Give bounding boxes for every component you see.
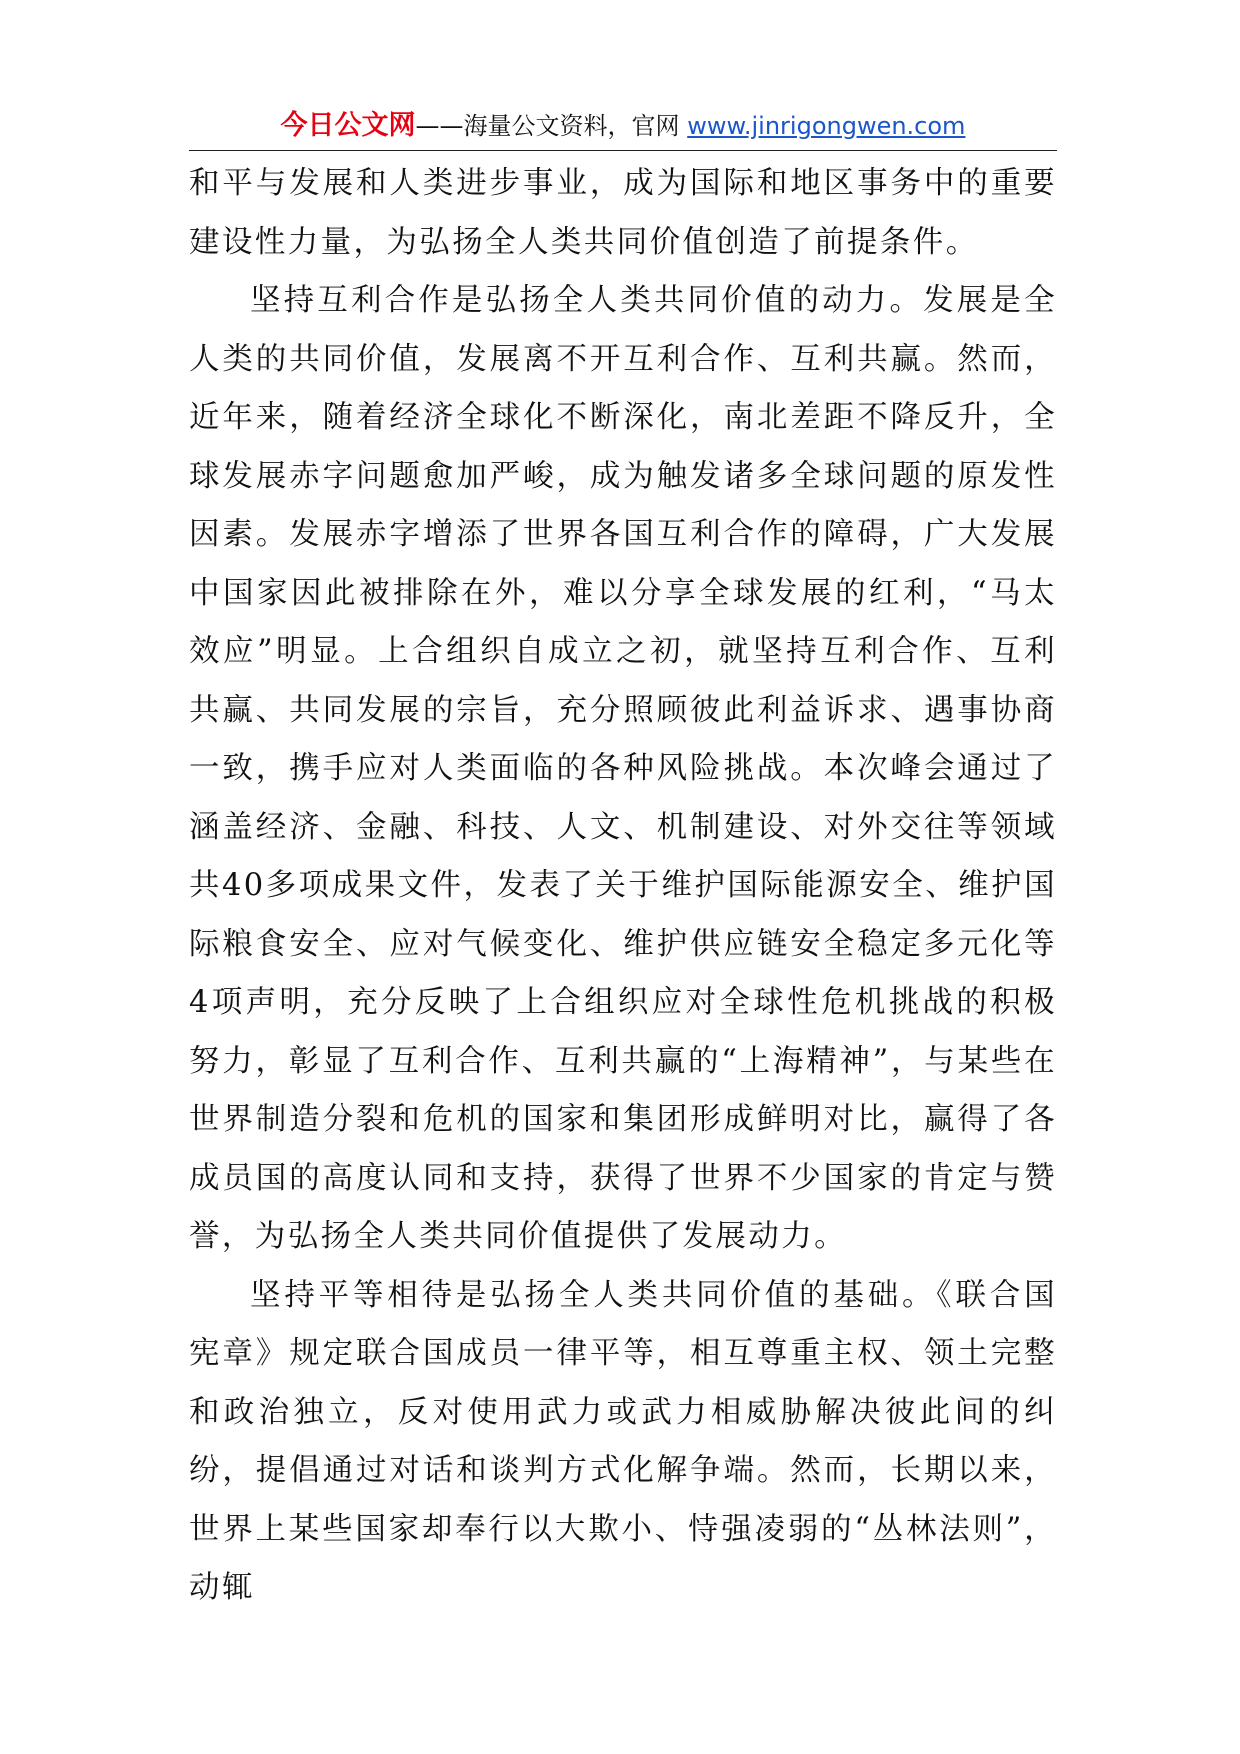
paragraph-continued: 和平与发展和人类进步事业，成为国际和地区事务中的重要建设性力量，为弘扬全人类共同价值创造了前提条件。	[189, 166, 1057, 260]
site-url-link[interactable]: www.jinrigongwen.com	[687, 112, 966, 140]
paragraph-mutual-cooperation: 坚持互利合作是弘扬全人类共同价值的动力。发展是全人类的共同价值，发展离不开互利合作、互利共赢。然而，近年来，随着经济全球化不断深化，南北差距不降反升，全球发展赤字问题愈加严峻，成为触发诸多全球问题的原发性因素。发展赤字增添了世界各国互利合作的障碍，广大发展中国家因此被排除在外，难以分享全球发展的红利，“马太效应”明显。上合组织自成立之初，就坚持互利合作、互利共赢、共同发展的宗旨，充分照顾彼此利益诉求、遇事协商一致，携手应对人类面临的各种风险挑战。本次峰会通过了涵盖经济、金融、科技、人文、机制建设、对外交往等领域共40多项成果文件，发表了关于维护国际能源安全、维护国际粮食安全、应对气候变化、维护供应链安全稳定多元化等4项声明，充分反映了上合组织应对全球性危机挑战的积极努力，彰显了互利合作、互利共赢的“上海精神”，与某些在世界制造分裂和危机的国家和集团形成鲜明对比，赢得了各成员国的高度认同和支持，获得了世界不少国家的肯定与赞誉，为弘扬全人类共同价值提供了发展动力。	[189, 283, 1057, 1254]
page-header	[189, 104, 1057, 148]
document-body	[189, 155, 1057, 1618]
site-brand[interactable]: 今日公文网	[280, 110, 416, 141]
paragraph-equal-treatment: 坚持平等相待是弘扬全人类共同价值的基础。《联合国宪章》规定联合国成员一律平等，相互尊重主权、领土完整和政治独立，反对使用武力或武力相威胁解决彼此间的纠纷，提倡通过对话和谈判方式化解争端。然而，长期以来，世界上某些国家却奉行以大欺小、恃强凌弱的“丛林法则”，动辄	[189, 1277, 1057, 1605]
site-tagline: ——海量公文资料，官网	[415, 112, 688, 140]
header-divider	[189, 150, 1057, 151]
